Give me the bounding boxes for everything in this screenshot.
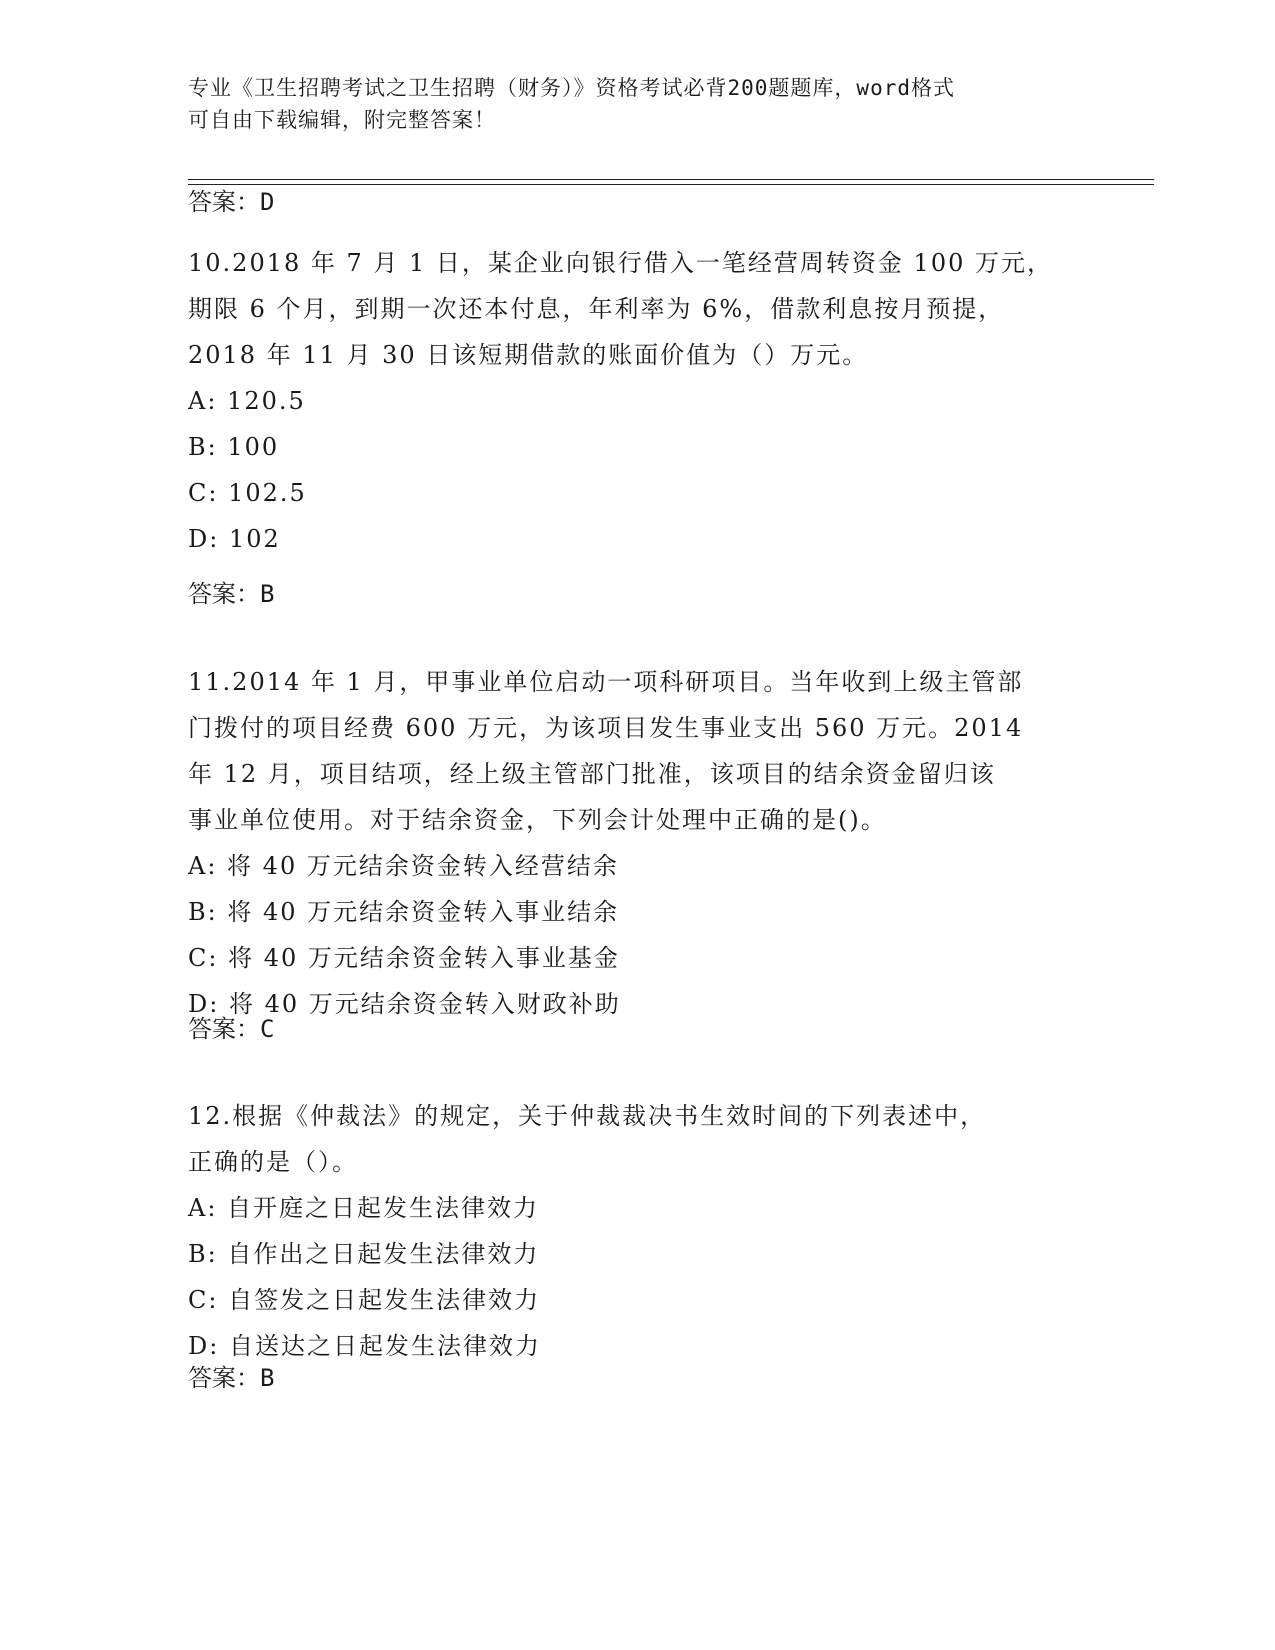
question-stem-line: 事业单位使用。对于结余资金，下列会计处理中正确的是()。 (188, 806, 887, 834)
option-a: A: 将 40 万元结余资金转入经营结余 (188, 852, 619, 880)
header-line-2: 可自由下载编辑，附完整答案！ (188, 108, 496, 132)
option-b: B: 自作出之日起发生法律效力 (188, 1240, 540, 1268)
question-10 (188, 240, 1088, 562)
question-stem-line: 2018 年 11 月 30 日该短期借款的账面价值为（）万元。 (188, 341, 869, 369)
question-stem-line: 12.根据《仲裁法》的规定，关于仲裁裁决书生效时间的下列表述中， (188, 1102, 987, 1130)
option-c: C: 102.5 (188, 479, 307, 507)
option-b: B: 100 (188, 433, 280, 461)
question-11 (188, 659, 1088, 1027)
header-divider-top (188, 179, 1154, 180)
option-b: B: 将 40 万元结余资金转入事业结余 (188, 898, 620, 926)
option-c: C: 自签发之日起发生法律效力 (188, 1286, 541, 1314)
document-header (188, 72, 1068, 136)
header-divider-bottom (188, 184, 1154, 185)
question-stem-line: 11.2014 年 1 月，甲事业单位启动一项科研项目。当年收到上级主管部 (188, 668, 1024, 696)
answer-12: 答案：B (188, 1364, 275, 1392)
question-stem-line: 期限 6 个月，到期一次还本付息，年利率为 6%，借款利息按月预提， (188, 295, 1005, 323)
option-a: A: 120.5 (188, 387, 306, 415)
option-d: D: 自送达之日起发生法律效力 (188, 1332, 541, 1360)
header-line-1: 专业《卫生招聘考试之卫生招聘（财务）》资格考试必背200题题库，word格式 (188, 76, 955, 100)
question-stem-line: 年 12 月，项目结项，经上级主管部门批准，该项目的结余资金留归该 (188, 760, 996, 788)
question-stem-line: 门拨付的项目经费 600 万元，为该项目发生事业支出 560 万元。2014 (188, 714, 1024, 742)
option-c: C: 将 40 万元结余资金转入事业基金 (188, 944, 620, 972)
option-d: D: 将 40 万元结余资金转入财政补助 (188, 990, 621, 1018)
question-12 (188, 1093, 1088, 1369)
question-stem-line: 10.2018 年 7 月 1 日，某企业向银行借入一笔经营周转资金 100 万元， (188, 249, 1053, 277)
answer-10: 答案：B (188, 580, 275, 608)
previous-answer: 答案：D (188, 188, 275, 216)
option-d: D: 102 (188, 525, 281, 553)
option-a: A: 自开庭之日起发生法律效力 (188, 1194, 540, 1222)
answer-11: 答案：C (188, 1015, 275, 1043)
question-stem-line: 正确的是（）。 (188, 1148, 358, 1176)
